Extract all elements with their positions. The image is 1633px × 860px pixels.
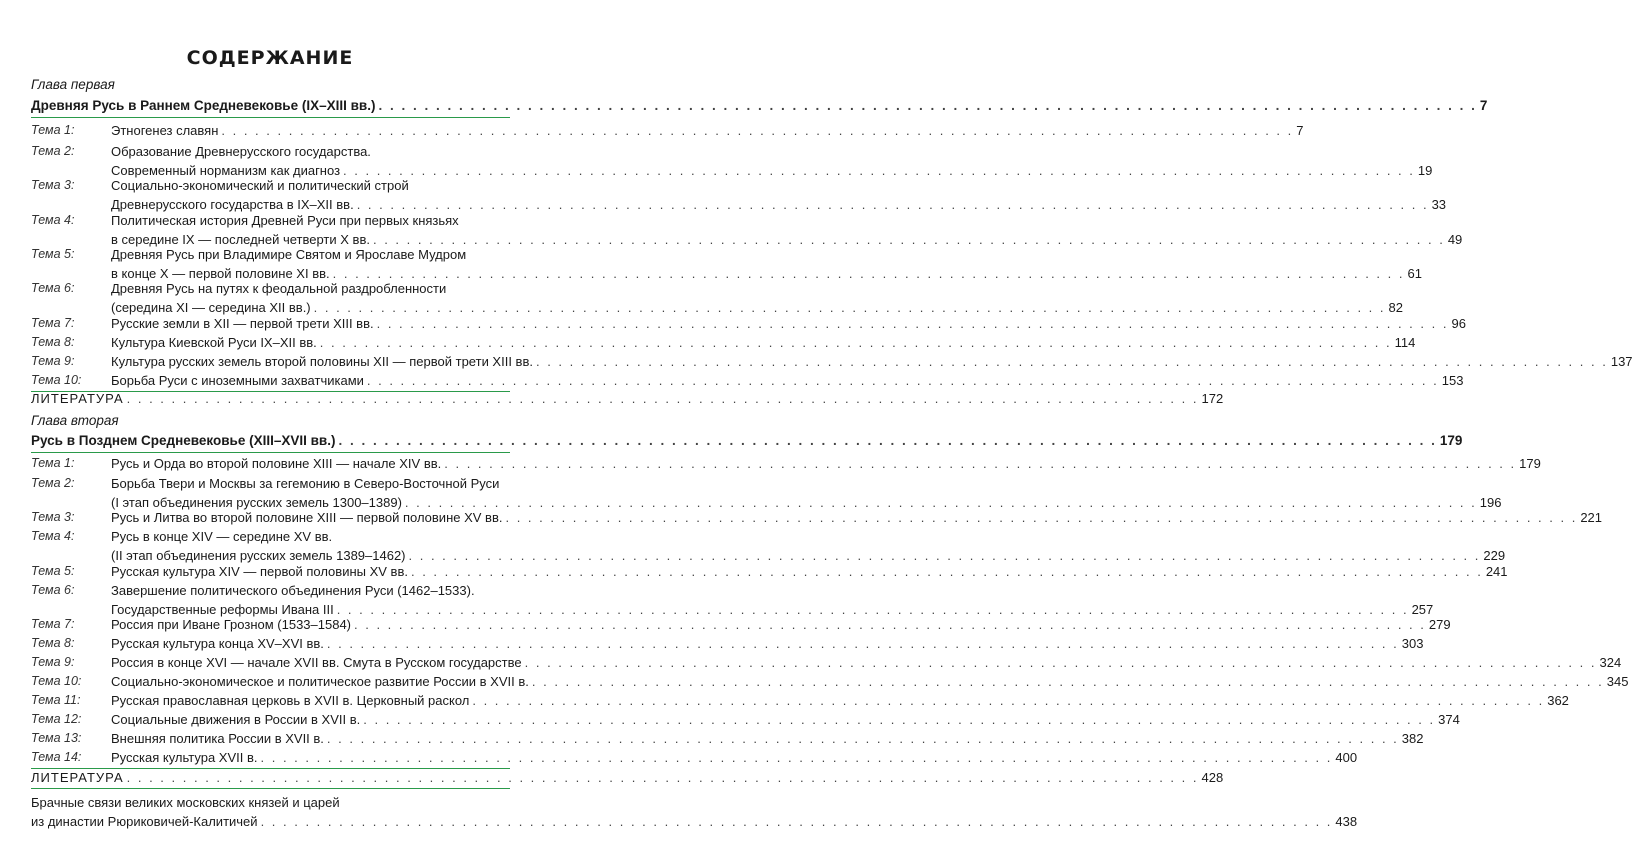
- chapter1-heading: Древняя Русь в Раннем Средневековье (IX–XIII вв.): [31, 98, 376, 113]
- leader-dots: [327, 729, 1399, 748]
- page-number: 374: [1438, 712, 1460, 727]
- topic-label: Тема 5:: [31, 247, 75, 261]
- leader-dots: [363, 710, 1435, 729]
- topic-label: Тема 2:: [31, 476, 75, 490]
- topic-label: Тема 14:: [31, 750, 82, 764]
- topic-title: Русская культура конца XV–XVI вв.: [111, 636, 324, 651]
- page-number: 7: [1296, 123, 1304, 138]
- page-number: 196: [1479, 495, 1502, 510]
- topic-title: Русская православная церковь в XVII в. Церковный раскол: [111, 693, 470, 708]
- topic-title-line: в середине IX — последней четверти X вв.: [111, 232, 370, 247]
- topic-title-line: (I этап объединения русских земель 1300–1389): [111, 495, 402, 510]
- topic-title-line: (II этап объединения русских земель 1389–1462): [111, 548, 406, 563]
- leader-dots: [357, 195, 1429, 214]
- topic-label: Тема 7:: [31, 617, 75, 631]
- topic-label: Тема 12:: [31, 712, 82, 726]
- appendix-divider: [31, 788, 510, 789]
- leader-dots: [221, 121, 1293, 140]
- page-number: 61: [1407, 266, 1422, 281]
- topic-label: Тема 1:: [31, 123, 75, 137]
- topic-title-line: Завершение политического объединения Руси (1462–1533).: [111, 583, 475, 598]
- page-number: 382: [1401, 731, 1424, 746]
- leader-dots: [378, 96, 1476, 115]
- topic-title: Русь и Орда во второй половине XIII — начале XIV вв.: [111, 456, 442, 471]
- chapter2-label: Глава вторая: [31, 413, 119, 428]
- topic-label: Тема 9:: [31, 655, 75, 669]
- page-number: 179: [1439, 433, 1463, 448]
- appendix-title-line: Брачные связи великих московских князей и царей: [31, 795, 340, 810]
- page-number: 438: [1335, 814, 1358, 829]
- topic-title: Социально-экономическое и политическое развитие России в XVII в.: [111, 674, 529, 689]
- page-number: 19: [1417, 163, 1433, 178]
- leader-dots: [505, 508, 1577, 527]
- page-number: 179: [1519, 456, 1541, 471]
- topic-title-line: Древнерусского государства в IX–XII вв.: [111, 197, 354, 212]
- leader-dots: [327, 634, 1399, 653]
- topic-label: Тема 5:: [31, 564, 75, 578]
- leader-dots: [411, 562, 1483, 581]
- topic-label: Тема 8:: [31, 636, 75, 650]
- leader-dots: [373, 230, 1445, 249]
- topic-label: Тема 13:: [31, 731, 82, 745]
- page-number: 400: [1335, 750, 1358, 765]
- topic-title-line: Русь в конце XIV — середине XV вв.: [111, 529, 333, 544]
- topic-label: Тема 8:: [31, 335, 75, 349]
- topic-label: Тема 2:: [31, 144, 75, 158]
- page-number: 257: [1411, 602, 1434, 617]
- topic-label: Тема 10:: [31, 674, 82, 688]
- page-number: 241: [1485, 564, 1508, 579]
- topic-label: Тема 4:: [31, 213, 75, 227]
- topic-label: Тема 3:: [31, 178, 75, 192]
- page-number: 279: [1428, 617, 1451, 632]
- page-number: 303: [1401, 636, 1424, 651]
- page-number: 345: [1606, 674, 1629, 689]
- chapter1-divider: [31, 117, 510, 118]
- topic-label: Тема 9:: [31, 354, 75, 368]
- page-number: 7: [1479, 98, 1488, 113]
- topic-title: Социальные движения в России в XVII в.: [111, 712, 361, 727]
- page-number: 221: [1580, 510, 1603, 525]
- appendix-title-line: из династии Рюриковичей-Калитичей: [31, 814, 258, 829]
- chapter2-heading: Русь в Позднем Средневековье (XIII–XVII вв.): [31, 433, 336, 448]
- topic-label: Тема 11:: [31, 693, 81, 707]
- topic-title-line: Современный норманизм как диагноз: [111, 163, 341, 178]
- topic-label: Тема 6:: [31, 583, 75, 597]
- page-number: 362: [1547, 693, 1569, 708]
- page-number: 114: [1394, 335, 1416, 350]
- page-number: 82: [1388, 300, 1403, 315]
- leader-dots: [525, 653, 1597, 672]
- topic-title-line: (середина XI — середина XII вв.): [111, 300, 311, 315]
- leader-dots: [472, 691, 1544, 710]
- page-number: 172: [1201, 391, 1224, 406]
- topic-label: Тема 10:: [31, 373, 82, 387]
- leader-dots: [367, 371, 1439, 390]
- topic-title: Культура Киевской Руси IX–XII вв.: [111, 335, 317, 350]
- page-number: 49: [1447, 232, 1463, 247]
- topic-title-line: Государственные реформы Ивана III: [111, 602, 334, 617]
- leader-dots: [354, 615, 1426, 634]
- topic-title-line: Древняя Русь при Владимире Святом и Ярославе Мудром: [111, 247, 467, 262]
- page-number: 229: [1483, 548, 1506, 563]
- topic-title: Русь и Литва во второй половине XIII — первой половине XV вв.: [111, 510, 503, 525]
- topic-title: Этногенез славян: [111, 123, 219, 138]
- topic-title-line: Борьба Твери и Москвы за гегемонию в Северо-Восточной Руси: [111, 476, 500, 491]
- topic-title-line: Древняя Русь на путях к феодальной раздробленности: [111, 281, 447, 296]
- leader-dots: [338, 431, 1436, 450]
- leader-dots: [127, 768, 1199, 787]
- topic-title: Русские земли в XII — первой трети XIII вв.: [111, 316, 374, 331]
- page-number: 324: [1599, 655, 1622, 670]
- topic-title: Россия в конце XVI — начале XVII вв. Смута в Русском государстве: [111, 655, 522, 670]
- leader-dots: [536, 352, 1608, 371]
- leader-dots: [377, 314, 1449, 333]
- literature-title: ЛИТЕРАТУРА: [31, 391, 124, 406]
- leader-dots: [532, 672, 1604, 691]
- leader-dots: [320, 333, 1392, 352]
- page-number: 96: [1451, 316, 1466, 331]
- topic-title-line: Политическая история Древней Руси при первых князьях: [111, 213, 459, 228]
- topic-title: Внешняя политика России в XVII в.: [111, 731, 324, 746]
- page-title: СОДЕРЖАНИЕ: [186, 47, 354, 69]
- topic-title-line: Образование Древнерусского государства.: [111, 144, 371, 159]
- leader-dots: [444, 454, 1516, 473]
- topic-title: Культура русских земель второй половины XII — первой трети XIII вв.: [111, 354, 533, 369]
- topic-title-line: Социально-экономический и политический строй: [111, 178, 409, 193]
- topic-label: Тема 1:: [31, 456, 75, 470]
- chapter2-divider: [31, 452, 510, 453]
- topic-title: Россия при Иване Грозном (1533–1584): [111, 617, 352, 632]
- topic-label: Тема 7:: [31, 316, 75, 330]
- page-number: 137: [1610, 354, 1633, 369]
- topic-label: Тема 6:: [31, 281, 75, 295]
- topic-label: Тема 4:: [31, 529, 75, 543]
- literature-title: ЛИТЕРАТУРА: [31, 770, 124, 785]
- topic-label: Тема 3:: [31, 510, 75, 524]
- page-number: 153: [1441, 373, 1464, 388]
- topic-title-line: в конце X — первой половине XI вв.: [111, 266, 330, 281]
- topic-title: Русская культура XVII в.: [111, 750, 258, 765]
- topic-title: Русская культура XIV — первой половины XV вв.: [111, 564, 408, 579]
- leader-dots: [127, 389, 1199, 408]
- page-number: 33: [1431, 197, 1447, 212]
- page-number: 428: [1201, 770, 1224, 785]
- topic-title: Борьба Руси с иноземными захватчиками: [111, 373, 364, 388]
- leader-dots: [261, 812, 1333, 831]
- chapter1-label: Глава первая: [31, 77, 115, 92]
- leader-dots: [261, 748, 1333, 767]
